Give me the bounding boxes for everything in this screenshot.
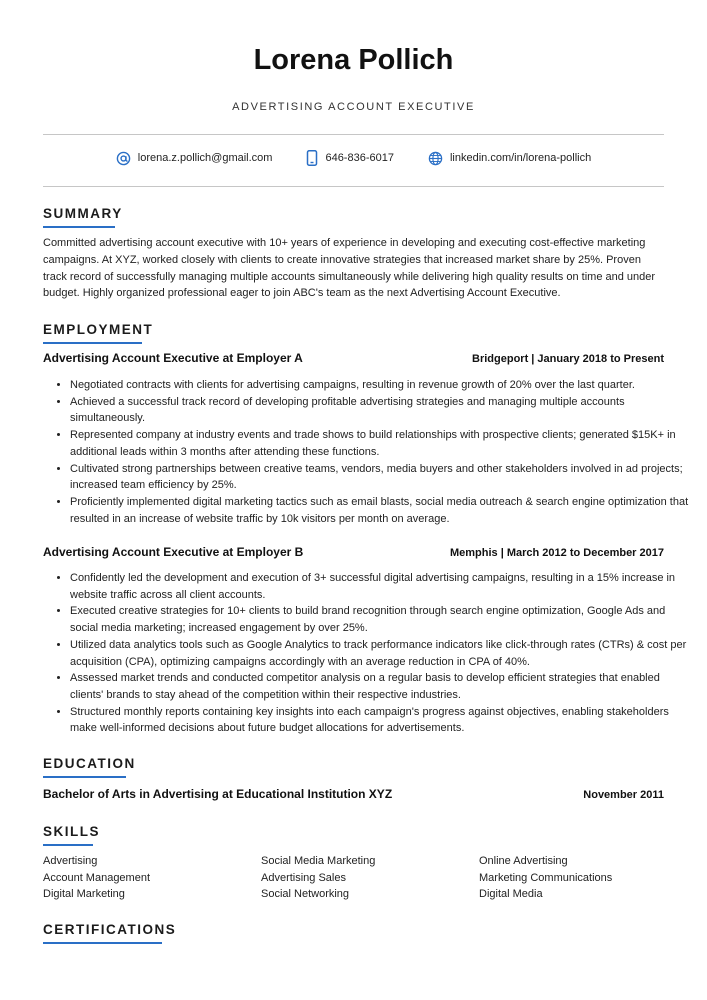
skill-item: Marketing Communications xyxy=(479,871,613,884)
skills-grid xyxy=(43,853,664,903)
contact-row xyxy=(43,150,664,166)
section-heading-education: EDUCATION xyxy=(43,756,136,771)
contact-linkedin[interactable] xyxy=(428,150,591,166)
list-item: • Proficiently implemented digital marketing tactics such as email blasts, social media outreach & search engine optimization that resulted in an increase of website traffic by 10k visitors per month on average. xyxy=(70,494,691,527)
degree: Bachelor of Arts in Advertising at Educational Institution XYZ xyxy=(43,787,393,801)
section-heading-certifications: CERTIFICATIONS xyxy=(43,922,176,937)
skill-item: Social Media Marketing xyxy=(261,855,376,867)
skill-item: Advertising xyxy=(43,855,98,867)
list-item: • Confidently led the development and execution of 3+ successful digital advertising campaigns, resulting in a 15% increase in website traffic across all client accounts. xyxy=(70,570,691,603)
contact-email[interactable] xyxy=(116,150,273,166)
section-heading-summary: SUMMARY xyxy=(43,206,123,221)
job-title: Advertising Account Executive at Employer B xyxy=(43,545,304,559)
list-item: • Cultivated strong partnerships between creative teams, vendors, media buyers and other stakeholders involved in ad projects; increased team efficiency by 25%. xyxy=(70,461,691,494)
phone-icon xyxy=(306,150,318,166)
job-bullets xyxy=(43,377,691,527)
job-header xyxy=(43,351,664,365)
job-meta: Bridgeport | January 2018 to Present xyxy=(472,353,664,365)
skill-item: Online Advertising xyxy=(479,855,568,867)
job-bullets xyxy=(43,570,691,737)
section-heading-employment: EMPLOYMENT xyxy=(43,322,153,337)
skill-item: Social Networking xyxy=(261,888,350,900)
job-title: Advertising Account Executive at Employer A xyxy=(43,351,303,365)
skill-item: Advertising Sales xyxy=(261,871,346,884)
email-text: lorena.z.pollich@gmail.com xyxy=(137,152,273,164)
list-item: • Achieved a successful track record of developing profitable advertising strategies and managing multiple accounts simultaneously. xyxy=(70,394,691,427)
linkedin-text: linkedin.com/in/lorena-pollich xyxy=(449,152,592,164)
skill-item: Digital Marketing xyxy=(43,888,125,900)
candidate-name: Lorena Pollich xyxy=(253,44,454,76)
contact-phone[interactable] xyxy=(306,150,394,166)
skill-item: Digital Media xyxy=(479,888,543,900)
list-item: • Structured monthly reports containing key insights into each campaign's progress against objectives, enabling stakeholders make well-informed decisions about future budget allocations for advertisements. xyxy=(70,704,691,737)
list-item: • Represented company at industry events and trade shows to build relationships with prospective clients; generated $15K+ in additional leads within 3 months after attending these functions. xyxy=(70,427,691,460)
list-item: • Assessed market trends and conducted competitor analysis on a regular basis to develop efficient strategies that enabled clients' brands to stay ahead of the competition within their respective industries. xyxy=(70,670,691,703)
phone-text: 646-836-6017 xyxy=(325,152,394,164)
list-item: • Negotiated contracts with clients for advertising campaigns, resulting in revenue growth of 20% over the last quarter. xyxy=(70,377,691,394)
education-date: November 2011 xyxy=(583,789,664,801)
divider-contact xyxy=(43,186,664,187)
candidate-title: ADVERTISING ACCOUNT EXECUTIVE xyxy=(232,101,475,113)
job-header xyxy=(43,545,664,559)
skill-item: Account Management xyxy=(43,871,151,884)
section-heading-skills: SKILLS xyxy=(43,824,100,839)
list-item: • Executed creative strategies for 10+ clients to build brand recognition through search engine optimization, Google Ads and social media marketing; increased engagement by over 25%. xyxy=(70,603,691,636)
divider-top xyxy=(43,134,664,135)
globe-icon xyxy=(428,151,443,166)
email-icon xyxy=(116,151,131,166)
list-item: • Utilized data analytics tools such as Google Analytics to track performance indicators like click-through rates (CTRs) & cost per acquisition (CPA), optimizing campaigns accordingly with an average reduction in CPA of 40%. xyxy=(70,637,691,670)
job-meta: Memphis | March 2012 to December 2017 xyxy=(449,547,664,559)
summary-text: Committed advertising account executive with 10+ years of experience in developing and executing cost-effective marketing campaigns. At XYZ, worked closely with clients to create innovative strategies that increased market share by 25%. Proven track record of successfully managing multiple accounts simultaneously while delivering high quality results on time and under budget. Highly organized professional eager to join ABC's team as the next Advertising Account Executive. xyxy=(43,237,656,300)
education-entry xyxy=(43,787,664,801)
